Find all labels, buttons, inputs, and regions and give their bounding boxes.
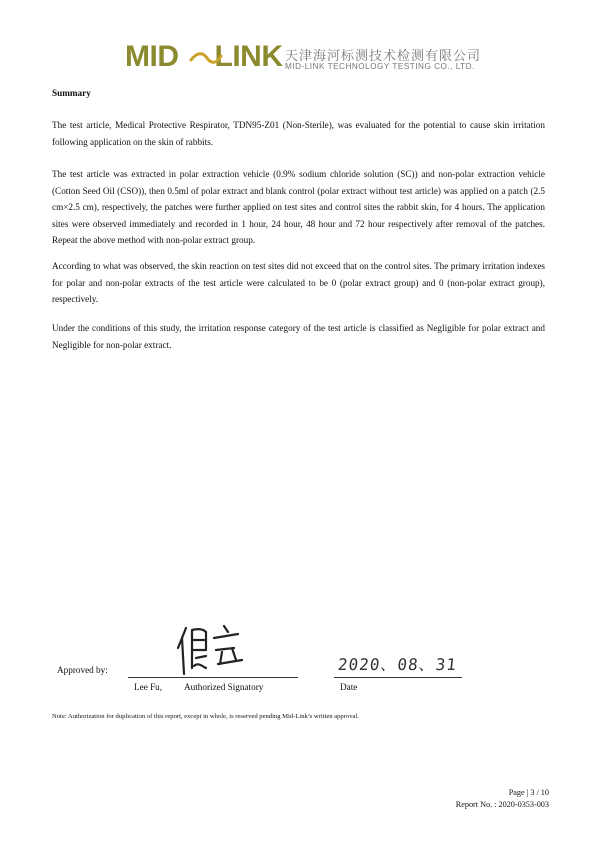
report-header xyxy=(125,42,485,76)
signature-line xyxy=(128,677,298,678)
date-line xyxy=(334,677,462,678)
signer-role: Authorized Signatory xyxy=(184,682,264,692)
signer-name: Lee Fu, xyxy=(134,682,163,692)
company-logo-text: MID LINK xyxy=(125,40,283,73)
approved-by-label: Approved by: xyxy=(57,665,108,675)
summary-paragraph-2: The test article was extracted in polar extraction vehicle (0.9% sodium chloride solution (SC)) and non-polar extraction vehicle (Cotton Seed Oil (CSO)), then 0.5ml of polar extract and blank control (polar extract without test article) was applied on a patch (2.5 cm×2.5 cm), respectively, the patches were further applied on test sites and control sites the rabbit skin, for 4 hours. The application sites were observed immediately and recorded in 1 hour, 24 hour, 48 hour and 72 hour respectively after removal of the patches. Repeat the above method with non-polar extract group. xyxy=(52,169,545,245)
section-title: Summary xyxy=(52,88,91,98)
company-name-chinese: 天津海河标测技术检测有限公司 xyxy=(285,49,482,64)
duplication-note: Note: Authorization for duplication of this report, except in whole, is reserved pending Mid-Link’s written approval. xyxy=(52,713,359,720)
page-number: Page | 3 / 10 xyxy=(508,788,549,797)
summary-paragraph-1: The test article, Medical Protective Respirator, TDN95-Z01 (Non-Sterile), was evaluated for the potential to cause skin irritation following application on the skin of rabbits. xyxy=(52,120,545,147)
company-name-english: MID-LINK TECHNOLOGY TESTING CO., LTD. xyxy=(285,62,475,71)
report-number: Report No. : 2020-0353-003 xyxy=(455,800,549,809)
logo-wave-icon xyxy=(189,50,223,66)
signature-date: 2020、08、31 xyxy=(336,655,458,674)
summary-paragraph-3: According to what was observed, the skin reaction on test sites did not exceed that on the control sites. The primary irritation indexes for polar and non-polar extracts of the test article were calculated to be 0 (polar extract group) and 0 (non-polar extract group), respectively. xyxy=(52,261,545,304)
date-label: Date xyxy=(340,682,358,692)
page-footer xyxy=(456,787,549,811)
handwritten-signature xyxy=(172,622,244,678)
summary-paragraph-4: Under the conditions of this study, the irritation response category of the test article is classified as Negligible for polar extract and Negligible for non-polar extract. xyxy=(52,323,545,350)
